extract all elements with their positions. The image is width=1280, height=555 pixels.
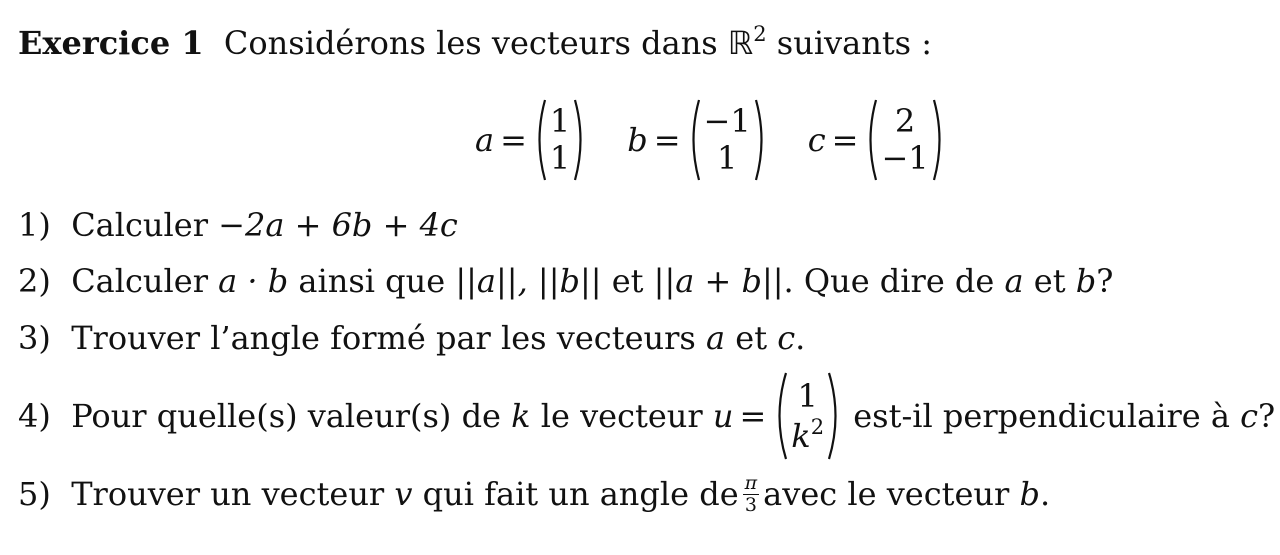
question-2-dot-product: a · b — [218, 262, 289, 300]
question-1-text: Calculer — [71, 206, 208, 244]
right-paren-icon — [932, 98, 946, 182]
exercise-heading — [18, 22, 933, 62]
question-2-var-b: b — [1075, 262, 1097, 300]
question-4-question-mark: ? — [1258, 397, 1276, 435]
question-2-text-5: et — [1033, 262, 1066, 300]
vector-b-name: b — [627, 121, 648, 159]
real-set-exponent: 2 — [753, 22, 767, 46]
vector-u-top: 1 — [797, 376, 818, 415]
question-3-text-2: et — [735, 319, 768, 357]
question-4-text-3: est-il perpendiculaire à — [853, 397, 1230, 435]
vector-u-bottom — [791, 415, 824, 455]
question-2-text-4: . Que dire de — [783, 262, 995, 300]
right-paren-icon — [573, 98, 587, 182]
question-5 — [18, 470, 1050, 518]
intro-text: Considérons les vecteurs dans — [223, 24, 718, 62]
vector-a-components — [547, 103, 573, 177]
question-4-var-c: c — [1240, 397, 1259, 435]
vector-u-bottom-exponent: 2 — [810, 414, 825, 439]
question-3-var-c: c — [777, 319, 796, 357]
vector-a-bottom: 1 — [549, 139, 571, 177]
question-4-number: 4) — [18, 397, 51, 435]
pi-over-three-fraction — [743, 473, 760, 516]
vector-a-definition — [475, 98, 587, 182]
question-3-var-a: a — [706, 319, 726, 357]
question-2-norms: ||a||, ||b|| — [455, 262, 602, 300]
question-4-text-1: Pour quelle(s) valeur(s) de — [71, 397, 501, 435]
question-2-text-3: et — [611, 262, 644, 300]
equals-sign: = — [831, 121, 859, 159]
right-paren-icon — [827, 371, 843, 461]
question-4-var-k: k — [511, 397, 531, 435]
question-5-text-3: avec le vecteur — [763, 475, 1010, 513]
vector-b-bottom: 1 — [716, 139, 738, 177]
vector-u-bottom-base: k — [791, 416, 811, 455]
question-2-text-1: Calculer — [71, 262, 208, 300]
vector-b-top: −1 — [703, 102, 751, 141]
question-5-text-1: Trouver un vecteur — [71, 475, 385, 513]
equals-sign: = — [739, 397, 767, 435]
question-4-text-2: le vecteur — [540, 397, 703, 435]
question-3-text-1: Trouver l’angle formé par les vecteurs — [71, 319, 696, 357]
left-paren-icon — [687, 98, 701, 182]
question-5-text-2: qui fait un angle de — [422, 475, 739, 513]
question-1-number: 1) — [18, 206, 51, 244]
question-2 — [18, 262, 1114, 300]
question-5-var-v: v — [394, 475, 413, 513]
question-2-text-2: ainsi que — [298, 262, 446, 300]
fraction-numerator: π — [744, 471, 758, 494]
question-2-var-a: a — [1004, 262, 1024, 300]
vector-c-top: 2 — [894, 102, 916, 141]
vector-a-top: 1 — [549, 102, 571, 141]
left-paren-icon — [864, 98, 878, 182]
vector-u-components — [788, 378, 827, 455]
vector-b-components — [701, 103, 754, 177]
fraction-denominator: 3 — [744, 493, 757, 516]
question-2-number: 2) — [18, 262, 51, 300]
left-paren-icon — [533, 98, 547, 182]
question-1 — [18, 206, 458, 244]
intro-text-end: suivants : — [776, 24, 933, 62]
vector-c-components — [878, 103, 931, 177]
question-3 — [18, 319, 806, 357]
question-2-question-mark: ? — [1096, 262, 1114, 300]
equals-sign: = — [653, 121, 681, 159]
right-paren-icon — [754, 98, 768, 182]
real-set-symbol: ℝ — [727, 24, 754, 62]
question-4 — [18, 370, 1275, 462]
question-4-var-u: u — [712, 397, 734, 435]
question-5-period: . — [1039, 475, 1051, 513]
vector-a-name: a — [475, 121, 495, 159]
vector-c-definition — [808, 98, 946, 182]
equals-sign: = — [500, 121, 527, 159]
exercise-label: Exercice 1 — [18, 24, 204, 62]
vector-definitions — [475, 95, 946, 185]
question-3-period: . — [795, 319, 806, 357]
question-2-sum-norm: ||a + b|| — [653, 262, 784, 300]
vector-c-bottom: −1 — [881, 139, 929, 177]
vector-b-definition — [627, 98, 767, 182]
vector-c-name: c — [807, 121, 826, 159]
left-paren-icon — [772, 371, 788, 461]
question-5-var-b: b — [1019, 475, 1040, 513]
question-3-number: 3) — [18, 319, 51, 357]
vector-u — [772, 371, 843, 461]
question-5-number: 5) — [18, 475, 51, 513]
question-1-expression: −2a + 6b + 4c — [218, 206, 458, 244]
